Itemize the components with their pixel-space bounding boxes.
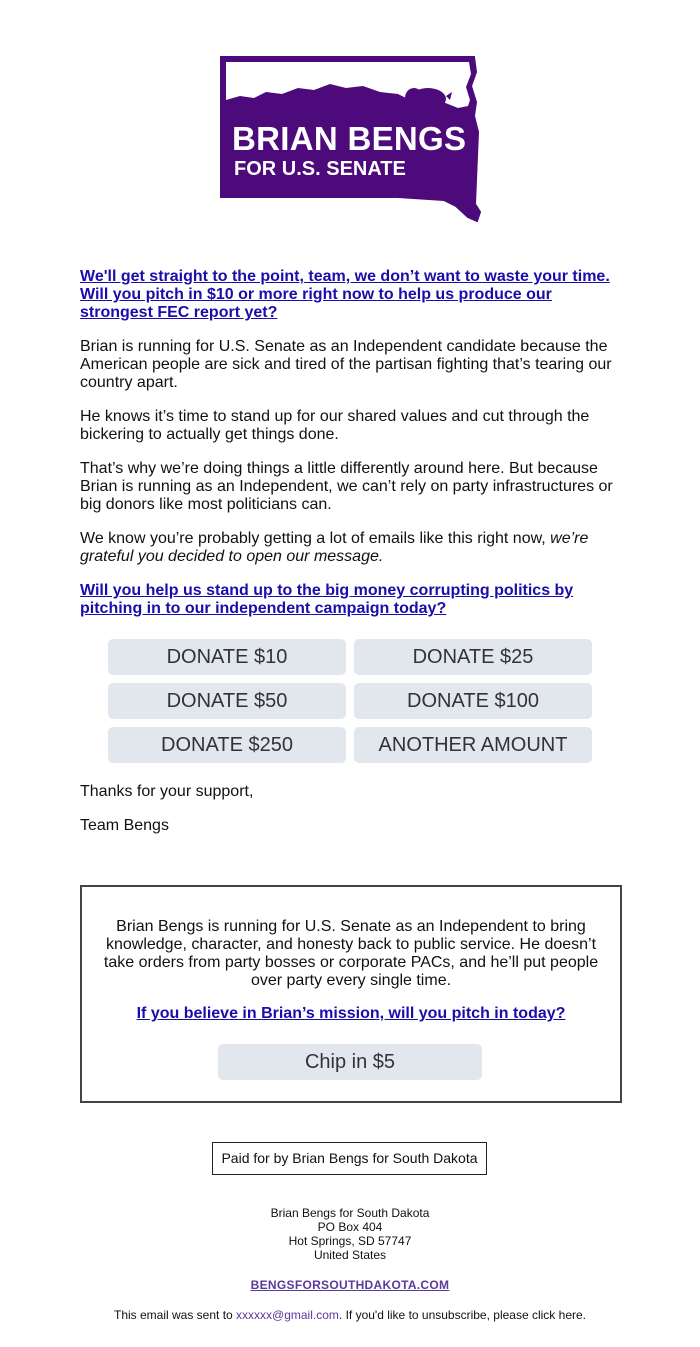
- footer-prefix: This email was sent to: [113, 1308, 237, 1322]
- another-amount-button[interactable]: ANOTHER AMOUNT: [354, 727, 592, 763]
- email-body: [80, 268, 620, 634]
- signoff-thanks: Thanks for your support,: [80, 783, 254, 800]
- paid-for-disclaimer: Paid for by Brian Bengs for South Dakota: [212, 1142, 487, 1175]
- logo-subtitle: FOR U.S. SENATE: [234, 158, 406, 180]
- address-line-4: United States: [313, 1248, 387, 1262]
- donate-50-button[interactable]: DONATE $50: [108, 683, 346, 719]
- chip-in-button[interactable]: Chip in $5: [218, 1044, 482, 1080]
- website-link[interactable]: BENGSFORSOUTHDAKOTA.COM: [250, 1278, 450, 1292]
- paragraph-4-italic: we’re grateful you decided to open our message.: [80, 530, 589, 565]
- logo-title: BRIAN BENGS: [232, 120, 467, 157]
- mission-text: Brian Bengs is running for U.S. Senate as an Independent to bring knowledge, character, and honesty back to public service. He doesn’t take orders from party bosses or corporate PACs, and he’ll put people over party every single time.: [103, 918, 599, 989]
- unsubscribe-footer: [0, 1308, 700, 1322]
- donate-250-button[interactable]: DONATE $250: [108, 727, 346, 763]
- footer-suffix[interactable]: . If you'd like to unsubscribe, please click here.: [338, 1308, 586, 1322]
- mission-box: [80, 885, 622, 1103]
- campaign-logo: [218, 54, 482, 224]
- paragraph-3: That’s why we’re doing things a little differently around here. But because Brian is running as an Independent, we can’t rely on party infrastructures or big donors like most politicians can.: [80, 460, 613, 513]
- paragraph-4: [80, 530, 620, 566]
- signoff-team: Team Bengs: [80, 817, 169, 834]
- donate-25-button[interactable]: DONATE $25: [354, 639, 592, 675]
- recipient-email[interactable]: xxxxxx@gmail.com: [236, 1308, 339, 1322]
- address-line-1: Brian Bengs for South Dakota: [270, 1206, 430, 1220]
- website-link-wrap: [0, 1278, 700, 1292]
- paragraph-1: Brian is running for U.S. Senate as an Independent candidate because the American people are sick and tired of the partisan fighting that’s tearing our country apart.: [80, 338, 612, 391]
- donate-10-button[interactable]: DONATE $10: [108, 639, 346, 675]
- paragraph-2: He knows it’s time to stand up for our shared values and cut through the bickering to actually get things done.: [80, 408, 590, 443]
- donate-100-button[interactable]: DONATE $100: [354, 683, 592, 719]
- paragraph-4-text: We know you’re probably getting a lot of emails like this right now,: [80, 530, 551, 547]
- mailing-address: [0, 1206, 700, 1262]
- cta-donate-link[interactable]: Will you help us stand up to the big money corrupting politics by pitching in to our independent campaign today?: [80, 582, 574, 617]
- address-line-3: Hot Springs, SD 57747: [288, 1234, 412, 1248]
- address-line-2: PO Box 404: [317, 1220, 383, 1234]
- mission-link[interactable]: If you believe in Brian’s mission, will you pitch in today?: [136, 1005, 566, 1022]
- intro-donate-link[interactable]: We'll get straight to the point, team, we don’t want to waste your time. Will you pitch in $10 or more right now to help us produce our strongest FEC report yet?: [80, 268, 610, 321]
